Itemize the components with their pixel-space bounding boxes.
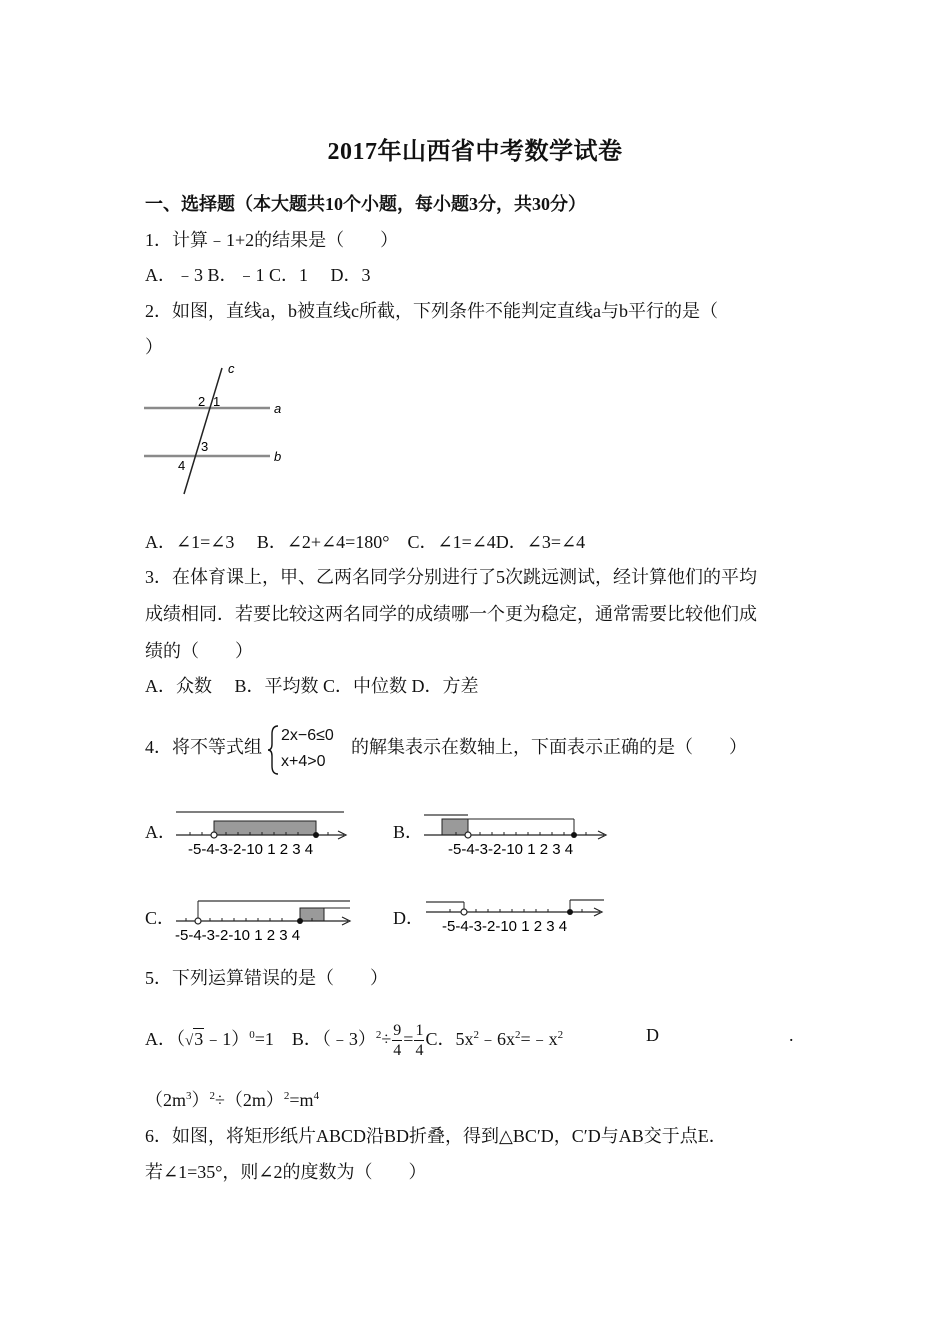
question-6-stem-line1: 6．如图，将矩形纸片ABCD沿BD折叠，得到△BC′D，C′D与AB交于点E． [145, 1126, 727, 1146]
number-line-b [420, 810, 610, 860]
question-5-stem: 5．下列运算错误的是（ ） [145, 968, 388, 988]
open-point [461, 909, 467, 915]
question-3-stem-line1: 3．在体育课上，甲、乙两名同学分别进行了5次跳远测试，经计算他们的平均 [145, 567, 757, 587]
label-a: a [274, 401, 282, 416]
q5-d-dot: . [789, 1025, 794, 1045]
fraction-1-den: 4 [393, 1041, 402, 1059]
question-5-options [145, 1022, 563, 1059]
closed-point [571, 832, 577, 838]
axis-ticks-c: -5-4-3-2-10 1 2 3 4 [175, 927, 301, 944]
q5-d-label: D [646, 1025, 659, 1045]
q5-a-sqrt: 3 [194, 1029, 204, 1049]
number-line-c [172, 896, 362, 946]
q5-d-part-d: =m [289, 1090, 314, 1110]
inequality-1: 2x−6≤0 [281, 727, 334, 744]
angle-4-label: 4 [178, 458, 186, 473]
q5-d-exp1: 3 [186, 1090, 192, 1102]
q5-a-suffix: ﹣1） [204, 1029, 250, 1049]
question-6-stem-line2: 若∠1=35°，则∠2的度数为（ ） [145, 1162, 427, 1182]
q5-b-exp: 2 [375, 1029, 382, 1041]
question-2-stem-line1: 2．如图，直线a，b被直线c所截，下列条件不能判定直线a与b平行的是（ [145, 301, 718, 321]
question-2-options: A．∠1=∠3 B．∠2+∠4=180° C．∠1=∠4D．∠3=∠4 [145, 532, 586, 552]
question-1-options: A．﹣3 B．﹣1 C．1 D．3 [145, 265, 371, 285]
q5-fraction-2 [414, 1023, 424, 1059]
question-3-options: A．众数 B．平均数 C．中位数 D．方差 [145, 676, 479, 696]
line-c [184, 368, 222, 494]
option-c-label: C． [145, 908, 176, 928]
q5-a-result: =1 B．（﹣3） [254, 1029, 376, 1049]
question-4-stem-before: 4．将不等式组 [145, 737, 262, 757]
q5-d-exp2: 2 [209, 1090, 216, 1102]
angle-3-label: 3 [201, 439, 209, 454]
q5-fraction-1 [392, 1023, 402, 1059]
q5-c-exp2: 2 [514, 1029, 521, 1041]
question-2-stem-line2: ） [145, 337, 163, 357]
option-b-label: B． [393, 822, 424, 842]
number-line-d [420, 894, 610, 944]
label-c: c [228, 361, 235, 376]
fraction-2-den: 4 [415, 1041, 424, 1059]
question-3-stem-line3: 绩的（ ） [145, 641, 253, 661]
option-a-label: A． [145, 822, 176, 842]
option-d-label: D． [393, 908, 424, 928]
axis-ticks-b: -5-4-3-2-10 1 2 3 4 [448, 841, 574, 858]
q5-c-mid: ﹣6x [478, 1029, 515, 1049]
inequality-2: x+4>0 [281, 753, 326, 770]
brace-icon [266, 724, 280, 776]
parallel-lines-figure [140, 360, 300, 500]
number-line-a [172, 810, 362, 860]
q5-d-exp4: 4 [313, 1090, 320, 1102]
q5-c-tail: =﹣x [520, 1029, 558, 1049]
question-5-d-expression [145, 1086, 319, 1112]
axis-ticks-a: -5-4-3-2-10 1 2 3 4 [188, 841, 314, 858]
q5-b-eq: = [403, 1029, 414, 1049]
question-4-stem-after: 的解集表示在数轴上，下面表示正确的是（ ） [351, 737, 747, 757]
closed-point [297, 918, 303, 924]
open-point [465, 832, 471, 838]
q5-c-exp1: 2 [473, 1029, 479, 1041]
q5-d-part-a: （2m [145, 1090, 187, 1110]
q5-a-exp: 0 [249, 1029, 255, 1041]
q5-d-part-b: ） [191, 1090, 210, 1110]
angle-2-label: 2 [198, 394, 206, 409]
q5-b-div: ÷ [381, 1029, 392, 1049]
sqrt-icon: √ [185, 1033, 194, 1049]
section-heading: 一、选择题（本大题共10个小题，每小题3分，共30分） [145, 194, 586, 214]
open-point [211, 832, 217, 838]
open-point [195, 918, 201, 924]
q5-d-exp3: 2 [283, 1090, 290, 1102]
closed-point [567, 909, 573, 915]
fraction-1-num: 9 [393, 1021, 402, 1039]
q5-d-part-c: ÷（2m） [215, 1090, 284, 1110]
axis-ticks-d: -5-4-3-2-10 1 2 3 4 [442, 918, 568, 935]
q5-c-exp3: 2 [557, 1029, 564, 1041]
page-title: 2017年山西省中考数学试卷 [327, 139, 623, 165]
question-3-stem-line2: 成绩相同．若要比较这两名同学的成绩哪一个更为稳定，通常需要比较他们成 [145, 604, 757, 624]
closed-point [313, 832, 319, 838]
question-1-stem: 1．计算﹣1+2的结果是（ ） [145, 230, 399, 250]
label-b: b [274, 449, 282, 464]
q5-a-prefix: A．（ [145, 1029, 185, 1049]
q5-c-text: C．5x [425, 1029, 474, 1049]
fraction-2-num: 1 [415, 1021, 424, 1039]
angle-1-label: 1 [213, 394, 221, 409]
